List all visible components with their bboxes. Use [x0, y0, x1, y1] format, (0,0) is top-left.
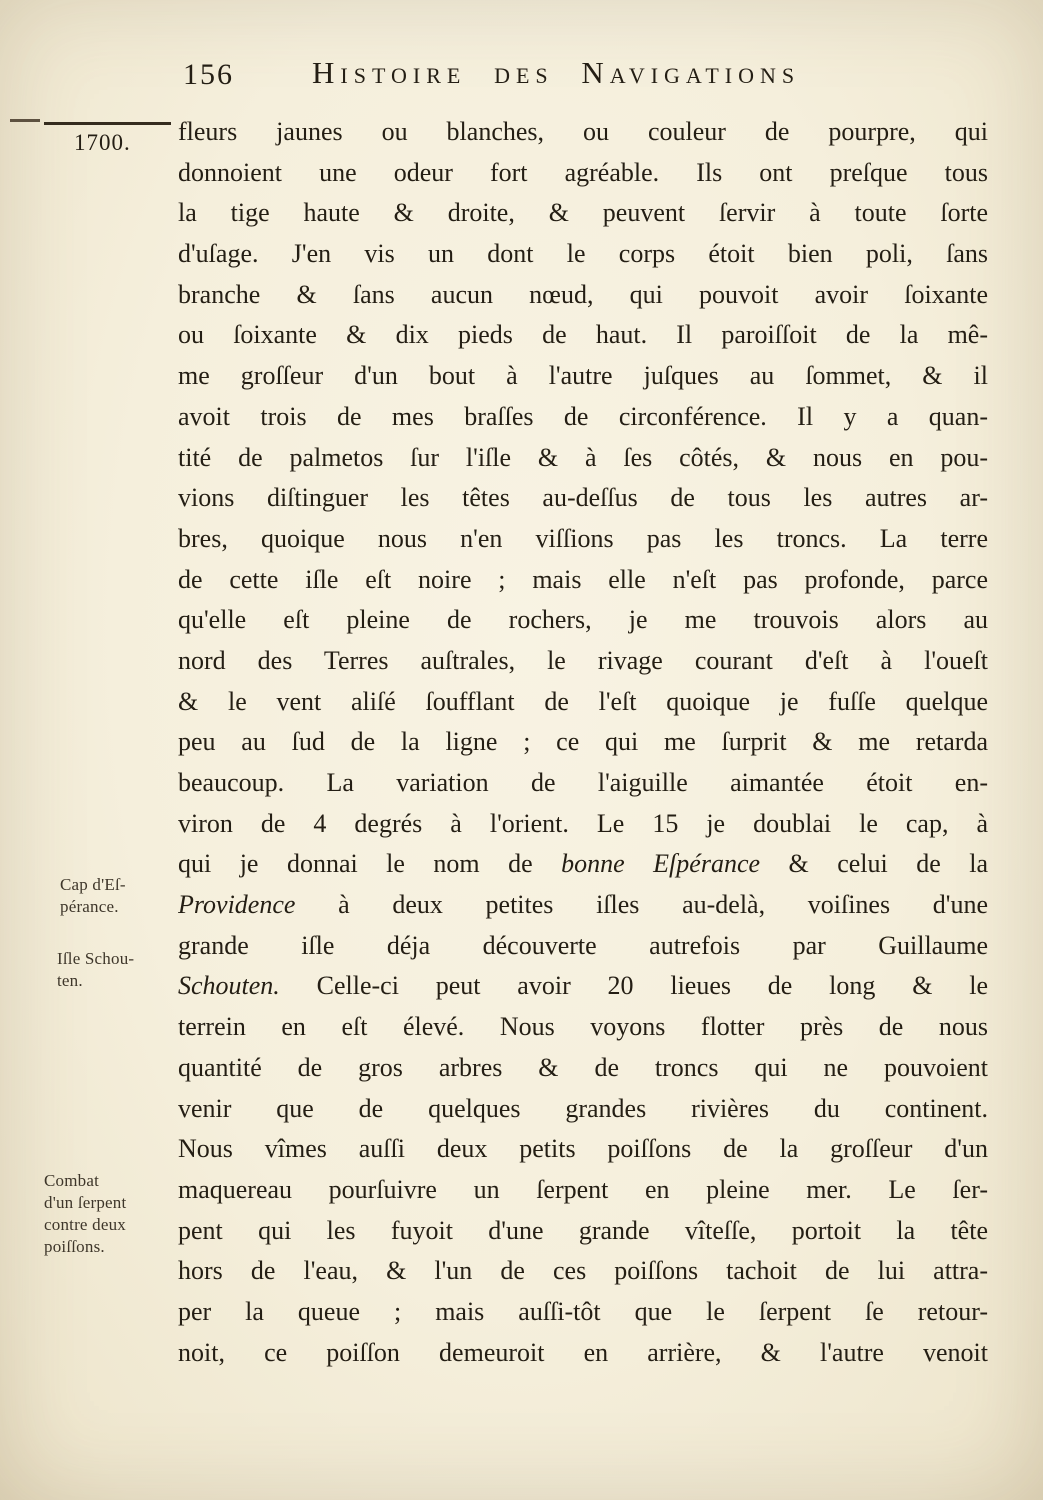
- body-line: donnoient une odeur fort agréable. Ils ont preſque tous: [178, 157, 988, 187]
- body-line: viron de 4 degrés à l'orient. Le 15 je doublai le cap, à: [178, 808, 988, 838]
- body-line: me groſſeur d'un bout à l'autre juſques au ſommet, & il: [178, 361, 988, 391]
- page-number: 156: [183, 58, 234, 91]
- body-line: venir que de quelques grandes rivières du continent.: [178, 1093, 988, 1123]
- margin-note-line: ten.: [57, 971, 83, 990]
- body-line: per la queue ; mais auſſi-tôt que le ſerpent ſe retour-: [178, 1296, 988, 1326]
- italic-phrase: bonne Eſpérance: [561, 849, 761, 879]
- body-line: nord des Terres auſtrales, le rivage courant d'eſt à l'oueſt: [178, 645, 988, 675]
- body-line: bres, quoique nous n'en viſſions pas les troncs. La terre: [178, 523, 988, 553]
- body-line: d'uſage. J'en vis un dont le corps étoit bien poli, ſans: [178, 239, 988, 269]
- margin-note-cap-esperance: [60, 874, 180, 918]
- body-line: qu'elle eſt pleine de rochers, je me trouvois alors au: [178, 605, 988, 635]
- body-line: peu au ſud de la ligne ; ce qui me ſurprit & me retarda: [178, 727, 988, 757]
- margin-note-isle-schouten: [57, 948, 177, 992]
- body-line: & le vent aliſé ſoufflant de l'eſt quoique je fuſſe quelque: [178, 686, 988, 716]
- body-line: vions diſtinguer les têtes au-deſſus de tous les autres ar-: [178, 483, 988, 513]
- margin-edge-mark: [10, 119, 40, 122]
- margin-note-line: Cap d'Eſ-: [60, 875, 126, 894]
- body-line: fleurs jaunes ou blanches, ou couleur de pourpre, qui: [178, 117, 988, 146]
- margin-note-line: Iſle Schou-: [57, 949, 135, 968]
- margin-note-line: Combat: [44, 1171, 100, 1190]
- body-line: maquereau pourſuivre un ſerpent en pleine mer. Le ſer-: [178, 1174, 988, 1204]
- body-line: Schouten. Celle-ci peut avoir 20 lieues de long & le: [178, 971, 988, 1001]
- year-label: 1700.: [74, 130, 131, 155]
- body-line: Providence à deux petites iſles au-delà, voiſines d'une: [178, 890, 988, 920]
- running-header: Histoire des Navigations: [312, 55, 801, 90]
- margin-note-combat-serpent: [44, 1170, 174, 1258]
- body-line: tité de palmetos ſur l'iſle & à ſes côtés, & nous en pou-: [178, 442, 988, 472]
- margin-note-line: d'un ſerpent: [44, 1193, 127, 1212]
- body-line: branche & ſans aucun nœud, qui pouvoit avoir ſoixante: [178, 279, 988, 309]
- margin-note-line: contre deux: [44, 1215, 126, 1234]
- body-line: ou ſoixante & dix pieds de haut. Il paroiſſoit de la mê-: [178, 320, 988, 350]
- italic-phrase: Providence: [178, 890, 296, 920]
- body-line: pent qui les fuyoit d'une grande vîteſſe, portoit la tête: [178, 1215, 988, 1245]
- body-line: Nous vîmes auſſi deux petits poiſſons de la groſſeur d'un: [178, 1134, 988, 1164]
- body-line: beaucoup. La variation de l'aiguille aimantée étoit en-: [178, 768, 988, 797]
- year-rule: [44, 122, 171, 125]
- body-text: [178, 112, 988, 1373]
- italic-phrase: Schouten.: [178, 971, 280, 1001]
- body-line: noit, ce poiſſon demeuroit en arrière, & l'autre venoit: [178, 1337, 988, 1367]
- body-line: la tige haute & droite, & peuvent ſervir à toute ſorte: [178, 198, 988, 228]
- body-line: terrein en eſt élevé. Nous voyons flotter près de nous: [178, 1012, 988, 1042]
- body-line: hors de l'eau, & l'un de ces poiſſons tachoit de lui attra-: [178, 1256, 988, 1286]
- body-line: de cette iſle eſt noire ; mais elle n'eſt pas profonde, parce: [178, 564, 988, 594]
- margin-note-line: poiſſons.: [44, 1237, 105, 1256]
- body-line: avoit trois de mes braſſes de circonférence. Il y a quan-: [178, 401, 988, 431]
- margin-note-line: pérance.: [60, 897, 119, 916]
- body-line: qui je donnai le nom de bonne Eſpérance & celui de la: [178, 849, 988, 879]
- body-line: grande iſle déja découverte autrefois par Guillaume: [178, 930, 988, 960]
- body-line: quantité de gros arbres & de troncs qui ne pouvoient: [178, 1052, 988, 1082]
